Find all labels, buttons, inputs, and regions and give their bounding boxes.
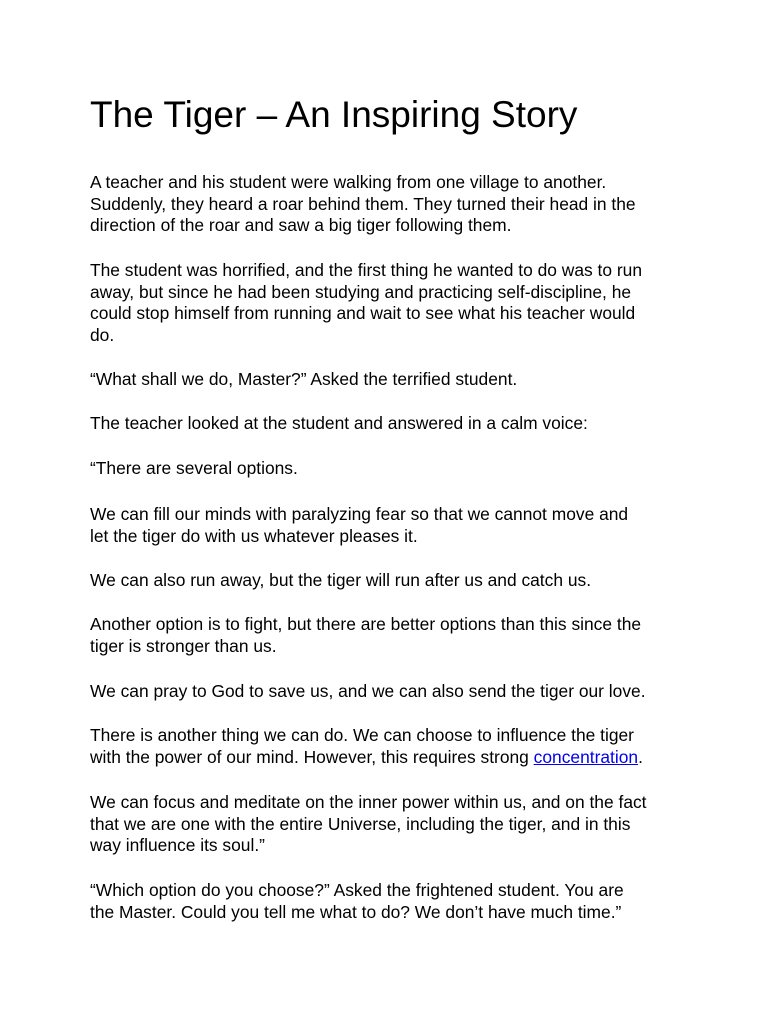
paragraph-line: the Master. Could you tell me what to do? We don’t have much time.” (90, 901, 622, 922)
paragraph-2 (90, 260, 690, 346)
paragraph-line: tiger is stronger than us. (90, 635, 277, 656)
document-title: The Tiger – An Inspiring Story (90, 94, 578, 135)
link-trailing-period: . (638, 746, 643, 767)
paragraph-4 (90, 413, 690, 435)
paragraph-line: could stop himself from running and wait to see what his teacher would (90, 303, 636, 324)
paragraph-line: “Which option do you choose?” Asked the frightened student. You are (90, 880, 624, 900)
paragraph-line (90, 747, 690, 769)
paragraph-line: We can fill our minds with paralyzing fear so that we cannot move and (90, 504, 629, 524)
paragraph-1 (90, 172, 690, 237)
paragraph-line: do. (90, 324, 115, 345)
paragraph-3 (90, 369, 690, 391)
paragraph-line: Suddenly, they heard a roar behind them. They turned their head in the (90, 193, 636, 214)
paragraph-line: “What shall we do, Master?” Asked the terrified student. (90, 369, 518, 389)
paragraph-line: There is another thing we can do. We can choose to influence the tiger (90, 725, 634, 745)
paragraph-line: “There are several options. (90, 458, 298, 478)
paragraph-8 (90, 614, 690, 657)
paragraph-7 (90, 570, 690, 592)
paragraph-9 (90, 681, 690, 703)
paragraph-5 (90, 458, 690, 480)
paragraph-11 (90, 792, 690, 857)
paragraph-line: direction of the roar and saw a big tiger following them. (90, 215, 512, 236)
paragraph-line: away, but since he had been studying and practicing self-discipline, he (90, 281, 632, 302)
paragraph-12 (90, 880, 690, 923)
paragraph-line: that we are one with the entire Universe, including the tiger, and in this (90, 813, 631, 834)
paragraph-line: The student was horrified, and the first thing he wanted to do was to run (90, 260, 642, 280)
paragraph-line: We can focus and meditate on the inner power within us, and on the fact (90, 792, 647, 812)
paragraph-line: way influence its soul.” (90, 835, 265, 856)
paragraph-line: We can also run away, but the tiger will run after us and catch us. (90, 570, 592, 590)
paragraph-line-text: with the power of our mind. However, this requires strong (90, 746, 534, 767)
paragraph-line: The teacher looked at the student and answered in a calm voice: (90, 413, 588, 433)
paragraph-line: A teacher and his student were walking from one village to another. (90, 172, 607, 192)
paragraph-line: We can pray to God to save us, and we can also send the tiger our love. (90, 681, 646, 701)
paragraph-line: Another option is to fight, but there are better options than this since the (90, 614, 642, 634)
paragraph-6 (90, 504, 690, 547)
concentration-link[interactable]: concentration (533, 746, 639, 767)
paragraph-10 (90, 725, 690, 768)
paragraph-line: let the tiger do with us whatever pleases it. (90, 525, 418, 546)
